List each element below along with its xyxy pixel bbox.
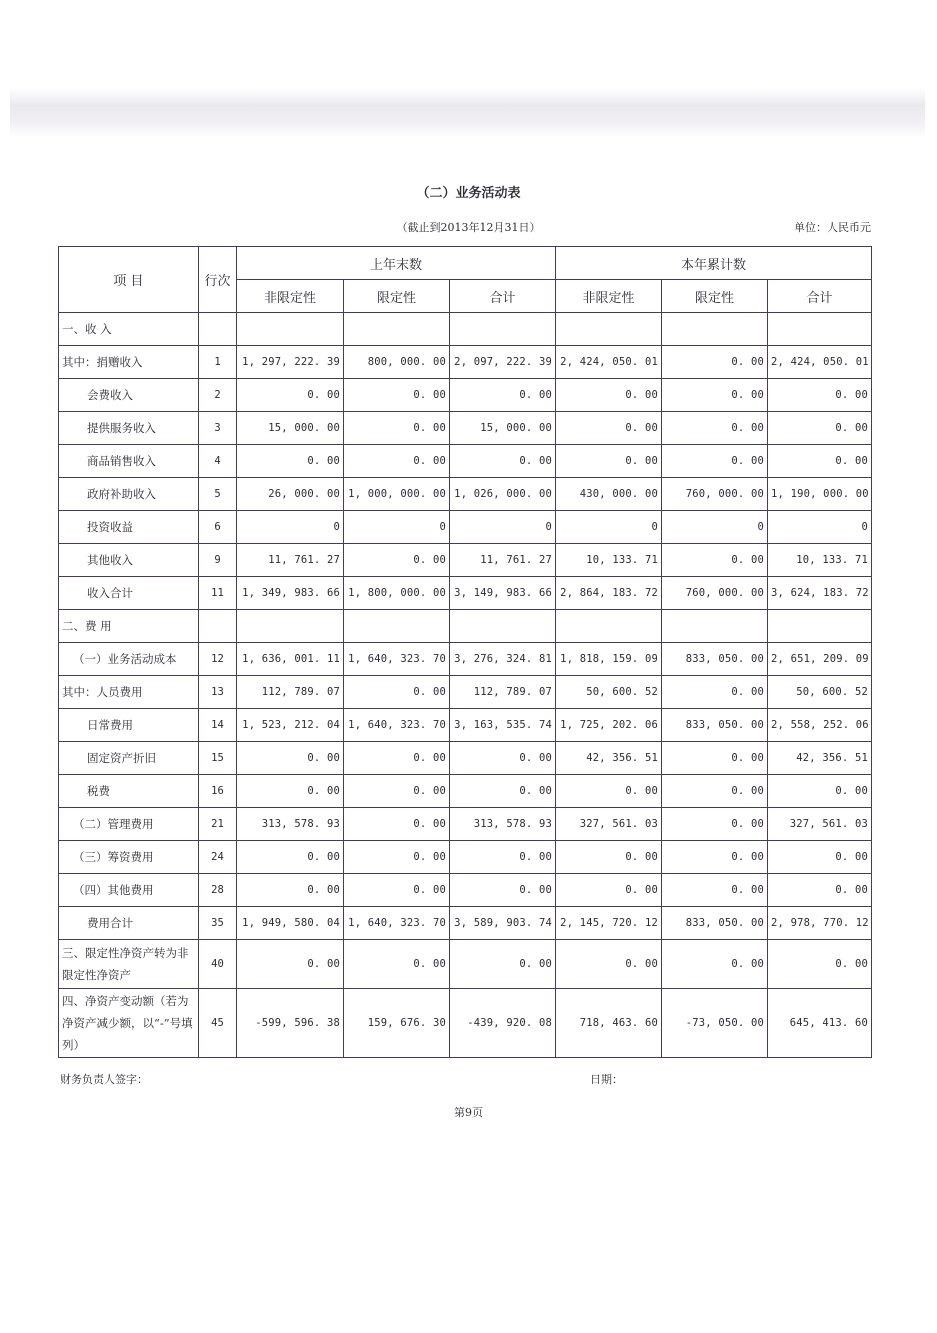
cell-prev-total: 3, 149, 983. 66 <box>450 577 556 610</box>
row-item-label: 日常费用 <box>59 709 199 742</box>
row-item-label: （一）业务活动成本 <box>59 643 199 676</box>
cell-prev-total: -439, 920. 08 <box>450 989 556 1058</box>
cell-prev-restricted: 0. 00 <box>344 940 450 989</box>
cell-prev-total <box>450 610 556 643</box>
cell-curr-non-restricted: 0 <box>556 511 662 544</box>
cell-curr-restricted: 760, 000. 00 <box>662 478 768 511</box>
row-item-label: 固定资产折旧 <box>59 742 199 775</box>
row-item-label: 提供服务收入 <box>59 412 199 445</box>
table-row <box>59 940 872 989</box>
row-item-label: 三、限定性净资产转为非限定性净资产 <box>59 940 199 989</box>
table-row <box>59 577 872 610</box>
table-row <box>59 676 872 709</box>
scan-artifact-band <box>10 88 925 138</box>
row-item-label: 其中：捐赠收入 <box>59 346 199 379</box>
cell-curr-total: 0 <box>768 511 872 544</box>
cell-prev-restricted: 0. 00 <box>344 808 450 841</box>
cell-prev-non-restricted: 313, 578. 93 <box>237 808 344 841</box>
cell-prev-total: 3, 276, 324. 81 <box>450 643 556 676</box>
row-item-label: 二、费 用 <box>59 610 199 643</box>
row-number: 15 <box>199 742 237 775</box>
table-row <box>59 709 872 742</box>
row-number: 35 <box>199 907 237 940</box>
cell-prev-total <box>450 313 556 346</box>
cell-curr-restricted: 833, 050. 00 <box>662 643 768 676</box>
cell-prev-total: 0. 00 <box>450 940 556 989</box>
cell-curr-total: 42, 356. 51 <box>768 742 872 775</box>
cell-curr-non-restricted: 0. 00 <box>556 412 662 445</box>
cell-prev-non-restricted: 0. 00 <box>237 445 344 478</box>
table-row <box>59 643 872 676</box>
cell-prev-restricted: 0. 00 <box>344 676 450 709</box>
cell-prev-non-restricted: 0. 00 <box>237 940 344 989</box>
row-item-label: （四）其他费用 <box>59 874 199 907</box>
row-item-label: 收入合计 <box>59 577 199 610</box>
cell-prev-total: 2, 097, 222. 39 <box>450 346 556 379</box>
cell-curr-total: 3, 624, 183. 72 <box>768 577 872 610</box>
cell-prev-restricted: 0. 00 <box>344 775 450 808</box>
cell-prev-restricted: 0. 00 <box>344 874 450 907</box>
table-row <box>59 412 872 445</box>
cell-curr-non-restricted: 0. 00 <box>556 775 662 808</box>
date-label: 日期： <box>590 1073 623 1086</box>
cell-prev-non-restricted: 1, 349, 983. 66 <box>237 577 344 610</box>
cell-curr-restricted: 0. 00 <box>662 346 768 379</box>
row-number: 28 <box>199 874 237 907</box>
table-row <box>59 610 872 643</box>
cell-prev-restricted: 0 <box>344 511 450 544</box>
currency-unit: 单位：人民币元 <box>794 221 871 234</box>
cell-prev-restricted: 1, 800, 000. 00 <box>344 577 450 610</box>
row-number: 4 <box>199 445 237 478</box>
cell-curr-restricted: 0. 00 <box>662 940 768 989</box>
header-prev-restricted: 限定性 <box>344 280 450 313</box>
header-prev-non-restricted: 非限定性 <box>237 280 344 313</box>
report-date: （截止到2013年12月31日） <box>396 221 541 234</box>
cell-prev-non-restricted: 1, 636, 001. 11 <box>237 643 344 676</box>
row-item-label: （二）管理费用 <box>59 808 199 841</box>
row-number: 16 <box>199 775 237 808</box>
row-item-label: 其中：人员费用 <box>59 676 199 709</box>
row-item-label: 其他收入 <box>59 544 199 577</box>
cell-curr-non-restricted: 0. 00 <box>556 445 662 478</box>
cell-curr-restricted: 0. 00 <box>662 544 768 577</box>
cell-curr-restricted: -73, 050. 00 <box>662 989 768 1058</box>
cell-prev-total: 0. 00 <box>450 874 556 907</box>
cell-prev-restricted: 1, 640, 323. 70 <box>344 709 450 742</box>
cell-curr-non-restricted <box>556 313 662 346</box>
table-row <box>59 379 872 412</box>
header-curr-restricted: 限定性 <box>662 280 768 313</box>
cell-prev-restricted: 1, 640, 323. 70 <box>344 643 450 676</box>
cell-curr-non-restricted: 10, 133. 71 <box>556 544 662 577</box>
row-number <box>199 313 237 346</box>
row-number: 1 <box>199 346 237 379</box>
table-row <box>59 346 872 379</box>
row-number: 24 <box>199 841 237 874</box>
cell-prev-total: 112, 789. 07 <box>450 676 556 709</box>
row-item-label: （三）筹资费用 <box>59 841 199 874</box>
cell-curr-restricted: 0 <box>662 511 768 544</box>
cell-prev-restricted: 0. 00 <box>344 841 450 874</box>
cell-curr-total: 0. 00 <box>768 445 872 478</box>
cell-prev-restricted <box>344 313 450 346</box>
cell-prev-restricted <box>344 610 450 643</box>
cell-curr-total: 0. 00 <box>768 412 872 445</box>
cell-prev-restricted: 0. 00 <box>344 544 450 577</box>
header-item: 项 目 <box>59 247 199 313</box>
cell-prev-total: 1, 026, 000. 00 <box>450 478 556 511</box>
cell-curr-total: 0. 00 <box>768 940 872 989</box>
row-number: 21 <box>199 808 237 841</box>
cell-prev-total: 15, 000. 00 <box>450 412 556 445</box>
cell-prev-total: 313, 578. 93 <box>450 808 556 841</box>
row-number: 11 <box>199 577 237 610</box>
cell-curr-total: 327, 561. 03 <box>768 808 872 841</box>
cell-curr-restricted: 0. 00 <box>662 841 768 874</box>
cell-curr-restricted <box>662 313 768 346</box>
cell-curr-restricted: 0. 00 <box>662 676 768 709</box>
cell-prev-non-restricted <box>237 313 344 346</box>
header-curr-total: 合计 <box>768 280 872 313</box>
cell-curr-non-restricted: 430, 000. 00 <box>556 478 662 511</box>
cell-curr-total <box>768 610 872 643</box>
cell-prev-non-restricted: 112, 789. 07 <box>237 676 344 709</box>
cell-prev-restricted: 0. 00 <box>344 412 450 445</box>
row-number: 40 <box>199 940 237 989</box>
cell-curr-total: 1, 190, 000. 00 <box>768 478 872 511</box>
cell-prev-non-restricted: 1, 949, 580. 04 <box>237 907 344 940</box>
row-item-label: 税费 <box>59 775 199 808</box>
cell-curr-total: 645, 413. 60 <box>768 989 872 1058</box>
cell-curr-restricted: 760, 000. 00 <box>662 577 768 610</box>
cell-curr-restricted: 833, 050. 00 <box>662 709 768 742</box>
row-number: 2 <box>199 379 237 412</box>
cell-curr-restricted: 0. 00 <box>662 808 768 841</box>
cell-curr-total: 2, 978, 770. 12 <box>768 907 872 940</box>
cell-curr-restricted: 0. 00 <box>662 445 768 478</box>
row-number: 9 <box>199 544 237 577</box>
cell-curr-restricted: 0. 00 <box>662 874 768 907</box>
cell-curr-total: 2, 558, 252. 06 <box>768 709 872 742</box>
row-number: 3 <box>199 412 237 445</box>
cell-prev-restricted: 800, 000. 00 <box>344 346 450 379</box>
cell-curr-total: 0. 00 <box>768 379 872 412</box>
cell-prev-restricted: 1, 000, 000. 00 <box>344 478 450 511</box>
cell-prev-restricted: 0. 00 <box>344 379 450 412</box>
header-curr-year: 本年累计数 <box>556 247 872 280</box>
cell-curr-non-restricted: 2, 145, 720. 12 <box>556 907 662 940</box>
cell-prev-non-restricted: 26, 000. 00 <box>237 478 344 511</box>
table-row <box>59 989 872 1058</box>
cell-prev-non-restricted: 15, 000. 00 <box>237 412 344 445</box>
page-number: 第9页 <box>454 1106 483 1119</box>
cell-prev-total: 3, 589, 903. 74 <box>450 907 556 940</box>
cell-curr-restricted: 0. 00 <box>662 775 768 808</box>
cell-prev-non-restricted: 0. 00 <box>237 742 344 775</box>
table-row <box>59 511 872 544</box>
cell-curr-non-restricted: 50, 600. 52 <box>556 676 662 709</box>
cell-curr-non-restricted: 1, 818, 159. 09 <box>556 643 662 676</box>
row-item-label: 四、净资产变动额（若为净资产减少额，以“-”号填列） <box>59 989 199 1058</box>
cell-curr-non-restricted: 327, 561. 03 <box>556 808 662 841</box>
table-row <box>59 808 872 841</box>
row-number: 13 <box>199 676 237 709</box>
cell-curr-restricted: 833, 050. 00 <box>662 907 768 940</box>
row-number: 14 <box>199 709 237 742</box>
header-prev-year: 上年末数 <box>237 247 556 280</box>
cell-prev-total: 0. 00 <box>450 379 556 412</box>
cell-prev-restricted: 0. 00 <box>344 445 450 478</box>
cell-prev-non-restricted: 1, 523, 212. 04 <box>237 709 344 742</box>
table-row <box>59 478 872 511</box>
cell-prev-non-restricted: -599, 596. 38 <box>237 989 344 1058</box>
cell-prev-non-restricted: 1, 297, 222. 39 <box>237 346 344 379</box>
row-number: 12 <box>199 643 237 676</box>
cell-prev-total: 3, 163, 535. 74 <box>450 709 556 742</box>
table-header-row-1 <box>59 247 872 280</box>
table-row <box>59 544 872 577</box>
row-number: 6 <box>199 511 237 544</box>
row-item-label: 商品销售收入 <box>59 445 199 478</box>
report-title: （二）业务活动表 <box>416 186 521 201</box>
cell-prev-non-restricted <box>237 610 344 643</box>
row-number: 5 <box>199 478 237 511</box>
cell-curr-non-restricted: 718, 463. 60 <box>556 989 662 1058</box>
cell-prev-restricted: 0. 00 <box>344 742 450 775</box>
cell-prev-restricted: 159, 676. 30 <box>344 989 450 1058</box>
cell-curr-total <box>768 313 872 346</box>
table-row <box>59 874 872 907</box>
cell-curr-non-restricted <box>556 610 662 643</box>
header-prev-total: 合计 <box>450 280 556 313</box>
cell-curr-total: 0. 00 <box>768 874 872 907</box>
cell-curr-total: 2, 651, 209. 09 <box>768 643 872 676</box>
cell-prev-non-restricted: 11, 761. 27 <box>237 544 344 577</box>
business-activity-table <box>58 246 872 1058</box>
cell-curr-non-restricted: 2, 424, 050. 01 <box>556 346 662 379</box>
cell-prev-total: 0 <box>450 511 556 544</box>
header-row-no: 行次 <box>199 247 237 313</box>
cell-prev-total: 0. 00 <box>450 841 556 874</box>
table-row <box>59 775 872 808</box>
table-row <box>59 742 872 775</box>
table-row <box>59 907 872 940</box>
table-row <box>59 841 872 874</box>
cell-curr-total: 10, 133. 71 <box>768 544 872 577</box>
cell-prev-non-restricted: 0. 00 <box>237 775 344 808</box>
cell-curr-non-restricted: 42, 356. 51 <box>556 742 662 775</box>
cell-prev-restricted: 1, 640, 323. 70 <box>344 907 450 940</box>
cell-curr-restricted <box>662 610 768 643</box>
cell-curr-non-restricted: 0. 00 <box>556 841 662 874</box>
row-number <box>199 610 237 643</box>
row-item-label: 投资收益 <box>59 511 199 544</box>
cell-prev-total: 0. 00 <box>450 775 556 808</box>
cell-curr-restricted: 0. 00 <box>662 379 768 412</box>
row-item-label: 会费收入 <box>59 379 199 412</box>
header-curr-non-restricted: 非限定性 <box>556 280 662 313</box>
cell-curr-total: 50, 600. 52 <box>768 676 872 709</box>
cell-prev-total: 11, 761. 27 <box>450 544 556 577</box>
cell-curr-total: 0. 00 <box>768 841 872 874</box>
cell-prev-non-restricted: 0. 00 <box>237 379 344 412</box>
cell-prev-non-restricted: 0. 00 <box>237 874 344 907</box>
cell-curr-non-restricted: 0. 00 <box>556 379 662 412</box>
cell-curr-non-restricted: 0. 00 <box>556 940 662 989</box>
table-row <box>59 445 872 478</box>
table-body <box>59 313 872 1058</box>
row-item-label: 费用合计 <box>59 907 199 940</box>
cell-curr-total: 0. 00 <box>768 775 872 808</box>
cell-prev-non-restricted: 0. 00 <box>237 841 344 874</box>
cell-prev-total: 0. 00 <box>450 742 556 775</box>
cell-curr-non-restricted: 0. 00 <box>556 874 662 907</box>
cell-curr-non-restricted: 1, 725, 202. 06 <box>556 709 662 742</box>
row-item-label: 一、收 入 <box>59 313 199 346</box>
row-item-label: 政府补助收入 <box>59 478 199 511</box>
table-row <box>59 313 872 346</box>
row-number: 45 <box>199 989 237 1058</box>
cell-curr-total: 2, 424, 050. 01 <box>768 346 872 379</box>
finance-signature-label: 财务负责人签字： <box>60 1073 148 1086</box>
cell-curr-restricted: 0. 00 <box>662 742 768 775</box>
cell-prev-non-restricted: 0 <box>237 511 344 544</box>
cell-prev-total: 0. 00 <box>450 445 556 478</box>
cell-curr-non-restricted: 2, 864, 183. 72 <box>556 577 662 610</box>
cell-curr-restricted: 0. 00 <box>662 412 768 445</box>
